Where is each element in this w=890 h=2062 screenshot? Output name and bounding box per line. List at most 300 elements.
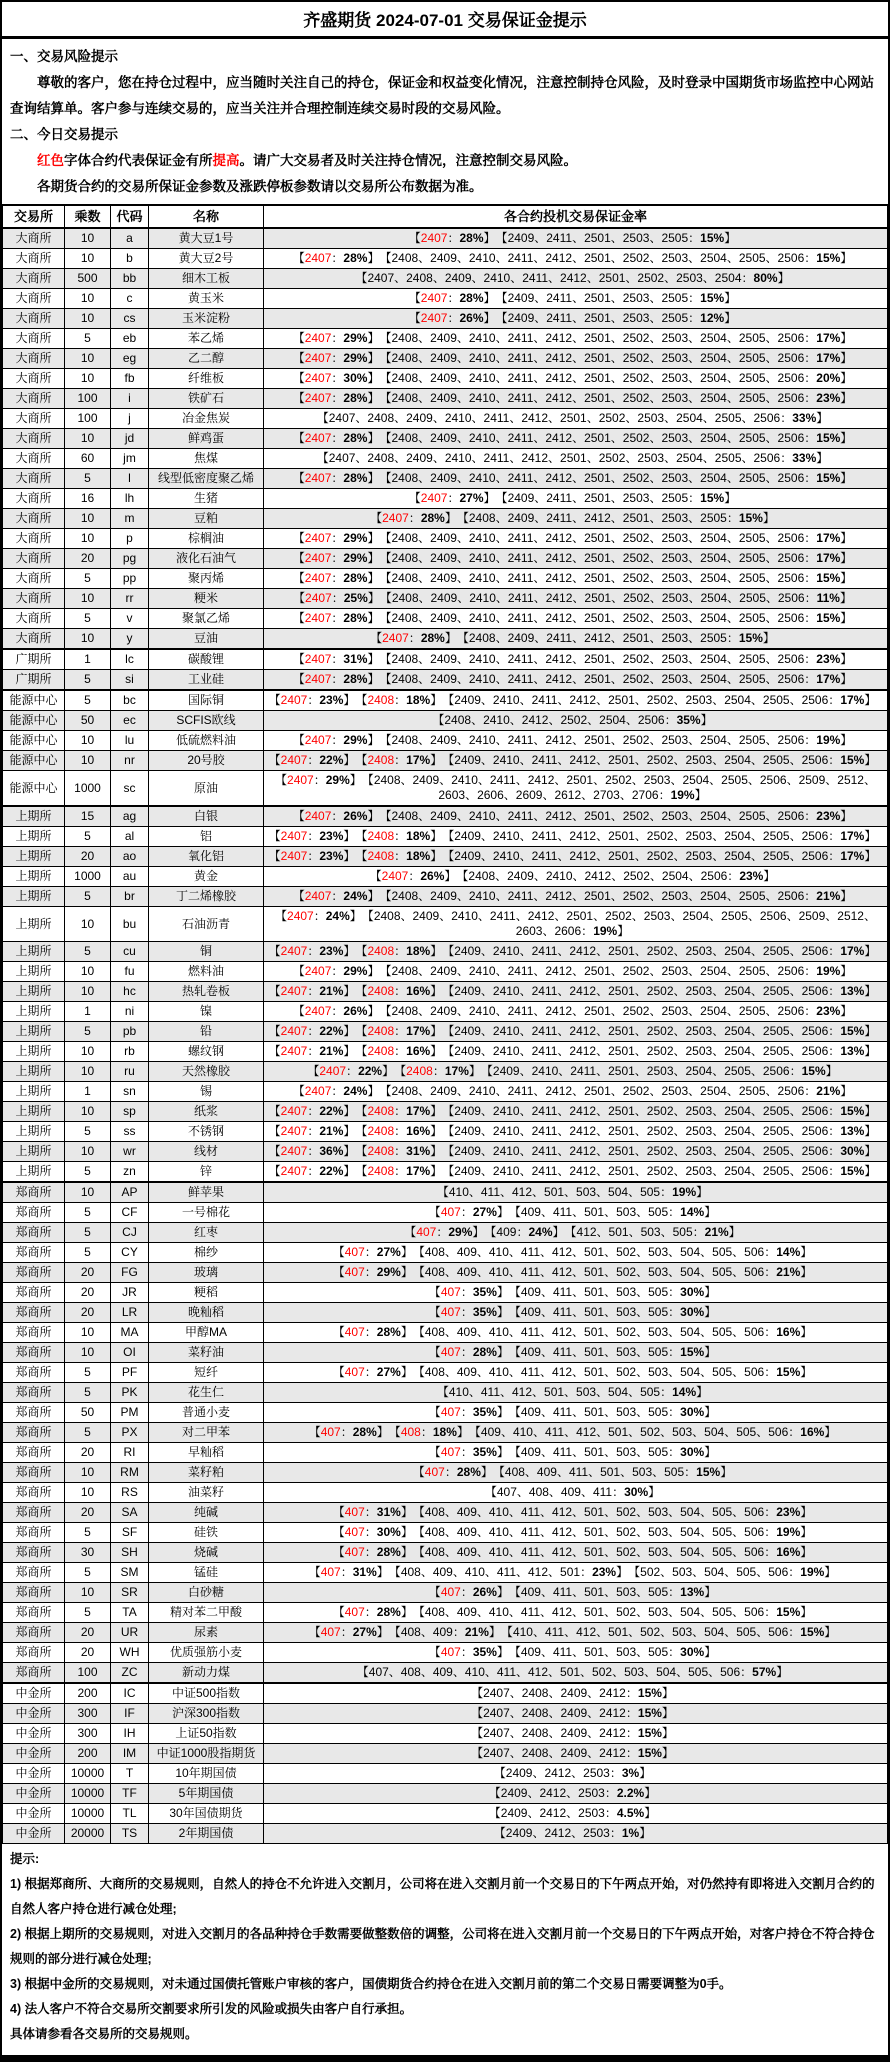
rate-group: 【2408、2409、2411、2412、2501、2503、2505：15%】: [462, 631, 775, 645]
rate-group: 【2408：18%】: [361, 829, 443, 843]
cell-multiplier: 20: [65, 1643, 111, 1663]
cell-code: RS: [111, 1483, 149, 1503]
rate-group: 【2408、2409、2411、2412、2501、2503、2505：15%】: [462, 511, 775, 525]
cell-code: wr: [111, 1142, 149, 1162]
rate-group: 【407：35%】: [428, 1645, 509, 1659]
cell-exchange: 大商所: [3, 629, 65, 650]
cell-name: 细木工板: [149, 269, 264, 289]
rate-group: 【2407：26%】: [408, 311, 496, 325]
rate-group: 【407：35%】: [428, 1305, 509, 1319]
cell-code: sp: [111, 1102, 149, 1122]
rate-group: 【2407：26%】: [292, 1004, 380, 1018]
rate-group: 【409、411、501、503、505：13%】: [514, 1585, 717, 1599]
cell-name: 黄金: [149, 867, 264, 887]
cell-name: 碳酸锂: [149, 649, 264, 670]
cell-name: 中证500指数: [149, 1683, 264, 1704]
cell-name: 玉米淀粉: [149, 309, 264, 329]
cell-name: 棉纱: [149, 1243, 264, 1263]
table-row: [3, 1182, 888, 1203]
cell-multiplier: 10: [65, 349, 111, 369]
cell-code: OI: [111, 1343, 149, 1363]
rate-group: 【2407：22%】: [268, 753, 356, 767]
note-item-1: 1) 根据郑商所、大商所的交易规则，自然人的持仓不允许进入交割月，公司将在进入交割月前一个交易日的下午两点开始，对仍然持有即将进入交割月合约的自然人客户持仓进行减仓处理;: [10, 1877, 875, 1916]
cell-multiplier: 10: [65, 249, 111, 269]
cell-margin-rates: [264, 489, 888, 509]
cell-name: 20号胶: [149, 751, 264, 771]
cell-exchange: 郑商所: [3, 1523, 65, 1543]
rate-group: 【410、411、412、501、502、503、504、505、506：15%】: [506, 1625, 837, 1639]
cell-multiplier: 5: [65, 1203, 111, 1223]
rate-group: 【408、409、410、411、412、501、502、503、504、505、506：16%】: [418, 1545, 813, 1559]
table-row: [3, 1784, 888, 1804]
rate-group: 【2408、2409、2410、2411、2412、2501、2502、2503、2504、2505、2506：19%】: [385, 733, 853, 747]
table-row: [3, 569, 888, 589]
rate-group: 【2409、2411、2501、2503、2505：15%】: [501, 491, 737, 505]
table-row: [3, 429, 888, 449]
cell-margin-rates: [264, 670, 888, 691]
cell-code: SH: [111, 1543, 149, 1563]
cell-multiplier: 10: [65, 289, 111, 309]
cell-name: 纯碱: [149, 1503, 264, 1523]
note-item-2: 2) 根据上期所的交易规则，对进入交割月的各品种持仓手数需要做整数倍的调整，公司将在进入交割月前一个交易日的下午两点开始，对客户持仓不符合持仓规则的部分进行减仓处理;: [10, 1927, 875, 1966]
rate-group: 【2407：29%】: [292, 351, 380, 365]
cell-multiplier: 10: [65, 509, 111, 529]
rate-group: 【408、409、410、411、412、501、502、503、504、505、506：21%】: [418, 1265, 813, 1279]
cell-margin-rates: [264, 1704, 888, 1724]
cell-code: CF: [111, 1203, 149, 1223]
table-row: [3, 629, 888, 650]
cell-name: 铜: [149, 942, 264, 962]
rate-group: 【2407：26%】: [292, 809, 380, 823]
cell-multiplier: 50: [65, 711, 111, 731]
cell-name: 花生仁: [149, 1383, 264, 1403]
cell-code: SA: [111, 1503, 149, 1523]
cell-margin-rates: [264, 1403, 888, 1423]
cell-name: 白银: [149, 806, 264, 827]
cell-name: 国际铜: [149, 690, 264, 711]
cell-exchange: 能源中心: [3, 731, 65, 751]
cell-exchange: 大商所: [3, 369, 65, 389]
cell-multiplier: 5: [65, 1122, 111, 1142]
rate-group: 【409、411、501、503、505：30%】: [514, 1445, 717, 1459]
rate-group: 【407：31%】: [308, 1565, 389, 1579]
cell-margin-rates: [264, 409, 888, 429]
table-row: [3, 389, 888, 409]
cell-code: b: [111, 249, 149, 269]
cell-code: c: [111, 289, 149, 309]
rate-group: 【412、501、503、505：21%】: [570, 1225, 741, 1239]
rate-group: 【2407：28%】: [292, 571, 380, 585]
rate-group: 【408、409、410、411、412、501、502、503、504、505、506：19%】: [418, 1525, 813, 1539]
cell-code: ag: [111, 806, 149, 827]
cell-multiplier: 200: [65, 1683, 111, 1704]
cell-margin-rates: [264, 329, 888, 349]
rate-group: 【408、409、410、411、412、501、502、503、504、505、506：14%】: [418, 1245, 813, 1259]
rate-group: 【2407：21%】: [268, 1044, 356, 1058]
rate-group: 【407：28%】: [428, 1345, 509, 1359]
cell-multiplier: 5: [65, 1523, 111, 1543]
rate-group: 【2408、2409、2410、2412、2502、2504、2506：23%】: [462, 869, 776, 883]
table-row: [3, 1824, 888, 1844]
cell-multiplier: 10: [65, 589, 111, 609]
table-row: [3, 670, 888, 691]
cell-multiplier: 5: [65, 1603, 111, 1623]
cell-multiplier: 20: [65, 847, 111, 867]
cell-multiplier: 5: [65, 1243, 111, 1263]
cell-exchange: 郑商所: [3, 1343, 65, 1363]
cell-exchange: 郑商所: [3, 1323, 65, 1343]
cell-multiplier: 5: [65, 1363, 111, 1383]
cell-exchange: 大商所: [3, 549, 65, 569]
rate-group: 【2407：24%】: [292, 889, 380, 903]
cell-margin-rates: [264, 269, 888, 289]
cell-code: lu: [111, 731, 149, 751]
cell-exchange: 大商所: [3, 249, 65, 269]
rate-group: 【2408、2409、2410、2411、2412、2501、2502、2503、2504、2505、2506：15%】: [385, 571, 853, 585]
cell-margin-rates: [264, 1784, 888, 1804]
cell-code: pg: [111, 549, 149, 569]
cell-name: 铅: [149, 1022, 264, 1042]
cell-multiplier: 100: [65, 1663, 111, 1684]
notes-closing: 具体请参看各交易所的交易规则。: [10, 2027, 198, 2041]
rate-group: 【2409、2410、2411、2412、2501、2502、2503、2504、2505、2506：15%】: [448, 1024, 877, 1038]
cell-name: 丁二烯橡胶: [149, 887, 264, 907]
rate-group: 【409、411、501、503、505：14%】: [514, 1205, 717, 1219]
table-row: [3, 1162, 888, 1183]
rate-group: 【2407：28%】: [292, 251, 380, 265]
cell-code: TA: [111, 1603, 149, 1623]
cell-code: fu: [111, 962, 149, 982]
rate-group: 【2409、2410、2411、2412、2501、2502、2503、2504、2505、2506：17%】: [448, 944, 877, 958]
rate-group: 【2408、2409、2410、2411、2412、2501、2502、2503、2504、2505、2506：19%】: [385, 964, 853, 978]
table-row: [3, 1363, 888, 1383]
rate-group: 【408、409、410、411、412、501、502、503、504、505、506：15%】: [418, 1365, 813, 1379]
rate-group: 【2409、2412、2503：4.5%】: [488, 1806, 657, 1820]
cell-exchange: 上期所: [3, 1062, 65, 1082]
rate-group: 【2409、2410、2411、2412、2501、2502、2503、2504、2505、2506：15%】: [448, 1164, 877, 1178]
cell-code: a: [111, 228, 149, 249]
cell-margin-rates: [264, 369, 888, 389]
cell-exchange: 郑商所: [3, 1423, 65, 1443]
cell-margin-rates: [264, 1643, 888, 1663]
cell-margin-rates: [264, 1543, 888, 1563]
red-word-color: 红色: [37, 153, 64, 168]
cell-exchange: 能源中心: [3, 711, 65, 731]
cell-multiplier: 10: [65, 1042, 111, 1062]
cell-code: IM: [111, 1744, 149, 1764]
cell-exchange: 中金所: [3, 1704, 65, 1724]
cell-exchange: 上期所: [3, 867, 65, 887]
cell-name: 沪深300指数: [149, 1704, 264, 1724]
cell-margin-rates: [264, 942, 888, 962]
cell-code: T: [111, 1764, 149, 1784]
cell-code: CJ: [111, 1223, 149, 1243]
cell-margin-rates: [264, 751, 888, 771]
cell-exchange: 大商所: [3, 489, 65, 509]
cell-multiplier: 10: [65, 228, 111, 249]
cell-margin-rates: [264, 1303, 888, 1323]
rate-group: 【2407：28%】: [370, 511, 457, 525]
rate-group: 【2407：28%】: [292, 672, 380, 686]
cell-exchange: 郑商所: [3, 1563, 65, 1583]
rate-group: 【2408、2409、2410、2411、2412、2501、2502、2503、2504、2505、2506：11%】: [385, 591, 852, 605]
table-row: [3, 1383, 888, 1403]
header-multiplier: 乘数: [65, 205, 111, 228]
cell-exchange: 上期所: [3, 962, 65, 982]
cell-exchange: 上期所: [3, 887, 65, 907]
cell-code: ZC: [111, 1663, 149, 1684]
cell-exchange: 上期所: [3, 847, 65, 867]
table-row: [3, 1403, 888, 1423]
table-row: [3, 249, 888, 269]
cell-margin-rates: [264, 228, 888, 249]
rate-group: 【2408：18%】: [361, 693, 443, 707]
cell-multiplier: 10: [65, 1463, 111, 1483]
cell-code: jd: [111, 429, 149, 449]
cell-exchange: 中金所: [3, 1804, 65, 1824]
rate-group: 【407、408、409、411：30%】: [484, 1485, 661, 1499]
cell-margin-rates: [264, 1563, 888, 1583]
cell-name: 油菜籽: [149, 1483, 264, 1503]
cell-margin-rates: [264, 771, 888, 807]
cell-name: 聚丙烯: [149, 569, 264, 589]
section2-heading: 二、今日交易提示: [10, 127, 118, 142]
rate-group: 【2408、2409、2410、2411、2412、2501、2502、2503、2504、2505、2506：15%】: [385, 251, 853, 265]
cell-name: 豆油: [149, 629, 264, 650]
cell-code: PM: [111, 1403, 149, 1423]
cell-multiplier: 1: [65, 649, 111, 670]
cell-exchange: 大商所: [3, 429, 65, 449]
rate-group: 【2407：31%】: [292, 652, 380, 666]
cell-name: 新动力煤: [149, 1663, 264, 1684]
cell-margin-rates: [264, 1764, 888, 1784]
cell-margin-rates: [264, 1243, 888, 1263]
cell-code: bc: [111, 690, 149, 711]
cell-name: 焦煤: [149, 449, 264, 469]
cell-name: 豆粕: [149, 509, 264, 529]
rate-group: 【409、411、501、503、505：15%】: [514, 1345, 717, 1359]
table-row: [3, 349, 888, 369]
cell-exchange: 大商所: [3, 269, 65, 289]
rate-group: 【2408：17%】: [361, 1104, 443, 1118]
rate-group: 【2408、2409、2410、2411、2412、2501、2502、2503、2504、2505、2506：17%】: [385, 331, 853, 345]
table-row: [3, 867, 888, 887]
table-row: [3, 1323, 888, 1343]
cell-exchange: 能源中心: [3, 690, 65, 711]
cell-multiplier: 5: [65, 1423, 111, 1443]
rate-group: 【2409、2410、2411、2412、2501、2502、2503、2504、2505、2506：13%】: [448, 984, 877, 998]
table-row: [3, 1303, 888, 1323]
cell-code: eg: [111, 349, 149, 369]
cell-multiplier: 100: [65, 389, 111, 409]
cell-multiplier: 10: [65, 907, 111, 942]
cell-margin-rates: [264, 1423, 888, 1443]
cell-margin-rates: [264, 1724, 888, 1744]
cell-code: rr: [111, 589, 149, 609]
table-row: [3, 1744, 888, 1764]
cell-exchange: 郑商所: [3, 1303, 65, 1323]
rate-group: 【408、409、410、411、412、501：23%】: [394, 1565, 629, 1579]
table-row: [3, 329, 888, 349]
rate-group: 【2408、2409、2410、2411、2412、2501、2502、2503、2504、2505、2506：17%】: [385, 672, 853, 686]
cell-exchange: 大商所: [3, 409, 65, 429]
cell-name: 鲜鸡蛋: [149, 429, 264, 449]
rate-group: 【409、411、501、503、505：30%】: [514, 1405, 717, 1419]
cell-exchange: 郑商所: [3, 1463, 65, 1483]
cell-multiplier: 5: [65, 1563, 111, 1583]
cell-margin-rates: [264, 1523, 888, 1543]
cell-name: 玻璃: [149, 1263, 264, 1283]
cell-multiplier: 10: [65, 731, 111, 751]
section2-line2: 各期货合约的交易所保证金参数及涨跌停板参数请以交易所公布数据为准。: [37, 179, 483, 194]
cell-code: j: [111, 409, 149, 429]
rate-group: 【407：26%】: [428, 1585, 509, 1599]
table-row: [3, 1683, 888, 1704]
cell-code: TL: [111, 1804, 149, 1824]
cell-code: SM: [111, 1563, 149, 1583]
cell-name: 菜籽粕: [149, 1463, 264, 1483]
table-row: [3, 1042, 888, 1062]
table-row: [3, 1724, 888, 1744]
rate-group: 【2409、2412、2503：1%】: [493, 1826, 652, 1840]
rate-group: 【407：27%】: [428, 1205, 509, 1219]
rate-group: 【2407：22%】: [268, 1104, 356, 1118]
cell-multiplier: 5: [65, 569, 111, 589]
cell-exchange: 上期所: [3, 1162, 65, 1183]
rate-group: 【2408：17%】: [361, 753, 443, 767]
cell-code: RI: [111, 1443, 149, 1463]
cell-name: 石油沥青: [149, 907, 264, 942]
cell-multiplier: 300: [65, 1724, 111, 1744]
rate-group: 【2408、2409、2410、2411、2412、2501、2502、2503、2504、2505、2506：15%】: [385, 471, 853, 485]
table-row: [3, 1563, 888, 1583]
rate-group: 【409、411、501、503、505：30%】: [514, 1285, 717, 1299]
cell-exchange: 郑商所: [3, 1203, 65, 1223]
rate-group: 【2408、2409、2410、2411、2412、2501、2502、2503、2504、2505、2506：17%】: [385, 531, 853, 545]
cell-margin-rates: [264, 1042, 888, 1062]
cell-name: 不锈钢: [149, 1122, 264, 1142]
cell-code: IF: [111, 1704, 149, 1724]
cell-code: nr: [111, 751, 149, 771]
cell-exchange: 中金所: [3, 1724, 65, 1744]
cell-exchange: 上期所: [3, 827, 65, 847]
cell-name: 棕榈油: [149, 529, 264, 549]
cell-margin-rates: [264, 806, 888, 827]
rate-group: 【2408：17%】: [400, 1064, 481, 1078]
cell-multiplier: 5: [65, 1383, 111, 1403]
cell-margin-rates: [264, 847, 888, 867]
rate-group: 【2408、2409、2410、2411、2412、2501、2502、2503、2504、2505、2506：15%】: [385, 431, 853, 445]
rate-group: 【407：27%】: [332, 1365, 413, 1379]
rate-group: 【2407：28%】: [408, 231, 496, 245]
table-row: [3, 731, 888, 751]
table-row: [3, 1423, 888, 1443]
red-word-raise: 提高: [212, 153, 240, 168]
cell-code: PK: [111, 1383, 149, 1403]
cell-margin-rates: [264, 982, 888, 1002]
cell-exchange: 郑商所: [3, 1182, 65, 1203]
cell-name: 一号棉花: [149, 1203, 264, 1223]
cell-multiplier: 10: [65, 982, 111, 1002]
cell-multiplier: 5: [65, 1022, 111, 1042]
rate-group: 【408、409、411、501、503、505：15%】: [498, 1465, 733, 1479]
cell-name: 原油: [149, 771, 264, 807]
table-row: [3, 1623, 888, 1643]
rate-group: 【409、410、411、412、501、502、503、504、505、506：16%】: [474, 1425, 837, 1439]
cell-exchange: 广期所: [3, 670, 65, 691]
rate-group: 【2409、2411、2501、2503、2505：15%】: [501, 291, 737, 305]
rate-group: 【2408、2409、2410、2411、2412、2501、2502、2503、2504、2505、2506：20%】: [385, 371, 853, 385]
rate-group: 【2408、2409、2410、2411、2412、2501、2502、2503、2504、2505、2506：21%】: [385, 889, 853, 903]
cell-exchange: 郑商所: [3, 1503, 65, 1523]
cell-name: 烧碱: [149, 1543, 264, 1563]
cell-code: y: [111, 629, 149, 650]
cell-name: 黄玉米: [149, 289, 264, 309]
cell-name: 硅铁: [149, 1523, 264, 1543]
cell-margin-rates: [264, 1203, 888, 1223]
cell-margin-rates: [264, 731, 888, 751]
rate-group: 【2407、2408、2409、2410、2411、2412、2501、2502、2503、2504、2505、2506：33%】: [316, 451, 829, 465]
cell-margin-rates: [264, 1263, 888, 1283]
header-exchange: 交易所: [3, 205, 65, 228]
table-row: [3, 847, 888, 867]
cell-exchange: 中金所: [3, 1784, 65, 1804]
rate-group: 【2407：28%】: [370, 631, 457, 645]
header-code: 代码: [111, 205, 149, 228]
table-row: [3, 771, 888, 807]
cell-multiplier: 5: [65, 887, 111, 907]
rate-group: 【407：29%】: [404, 1225, 485, 1239]
cell-name: 聚氯乙烯: [149, 609, 264, 629]
rate-group: 【2407：29%】: [275, 773, 362, 787]
table-row: [3, 489, 888, 509]
rate-group: 【2407：27%】: [408, 491, 496, 505]
cell-margin-rates: [264, 1363, 888, 1383]
cell-name: 线型低密度聚乙烯: [149, 469, 264, 489]
table-row: [3, 887, 888, 907]
cell-exchange: 郑商所: [3, 1263, 65, 1283]
rate-group: 【2409、2410、2411、2412、2501、2502、2503、2504、2505、2506：13%】: [448, 1124, 877, 1138]
table-row: [3, 1082, 888, 1102]
cell-exchange: 大商所: [3, 609, 65, 629]
rate-group: 【2407：28%】: [408, 291, 496, 305]
rate-group: 【407：31%】: [332, 1505, 413, 1519]
cell-code: UR: [111, 1623, 149, 1643]
cell-name: 螺纹钢: [149, 1042, 264, 1062]
cell-margin-rates: [264, 1122, 888, 1142]
cell-code: cs: [111, 309, 149, 329]
rate-group: 【407：28%】: [332, 1605, 413, 1619]
cell-code: p: [111, 529, 149, 549]
cell-margin-rates: [264, 349, 888, 369]
cell-margin-rates: [264, 469, 888, 489]
rate-group: 【2409、2410、2411、2501、2503、2504、2505、2506：15%】: [486, 1064, 838, 1078]
cell-margin-rates: [264, 1483, 888, 1503]
table-row: [3, 1583, 888, 1603]
cell-margin-rates: [264, 1443, 888, 1463]
cell-exchange: 中金所: [3, 1764, 65, 1784]
table-row: [3, 509, 888, 529]
note-item-3: 3) 根据中金所的交易规则，对未通过国债托管账户审核的客户，国债期货合约持仓在进入交割月前的第二个交易日需要调整为0手。: [10, 1977, 732, 1991]
cell-multiplier: 10: [65, 1583, 111, 1603]
table-row: [3, 1343, 888, 1363]
cell-exchange: 郑商所: [3, 1543, 65, 1563]
table-row: [3, 1804, 888, 1824]
cell-multiplier: 5: [65, 1162, 111, 1183]
rate-group: 【407：28%】: [332, 1545, 413, 1559]
cell-margin-rates: [264, 449, 888, 469]
cell-multiplier: 20: [65, 1623, 111, 1643]
